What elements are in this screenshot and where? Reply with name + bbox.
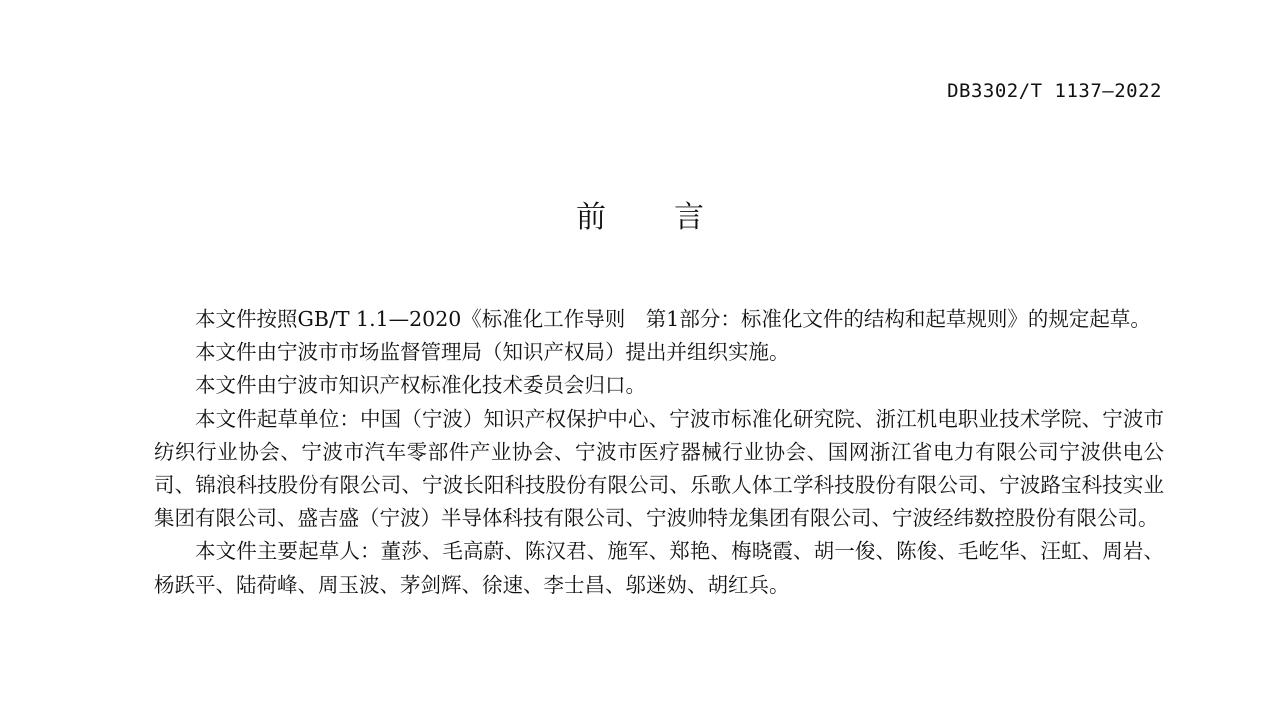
foreword-body xyxy=(154,303,1164,602)
paragraph-proposer: 本文件由宁波市市场监督管理局（知识产权局）提出并组织实施。 xyxy=(195,340,790,365)
title-char-1: 前 xyxy=(576,200,606,235)
paragraph-drafting-rules: 本文件按照GB/T 1.1—2020《标准化工作导则 第1部分：标准化文件的结构和起草规则》的规定起草。 xyxy=(195,307,1151,331)
paragraph-administrator: 本文件由宁波市知识产权标准化技术委员会归口。 xyxy=(195,373,646,398)
title-char-2: 言 xyxy=(674,200,704,235)
page-title xyxy=(0,196,1280,240)
paragraph-drafting-units: 本文件起草单位：中国（宁波）知识产权保护中心、宁波市标准化研究院、浙江机电职业技术学院、宁波市纺织行业协会、宁波市汽车零部件产业协会、宁波市医疗器械行业协会、国网浙江省电力有限公司宁波供电公司、锦浪科技股份有限公司、宁波长阳科技股份有限公司、乐歌人体工学科技股份有限公司、宁波路宝科技实业集团有限公司、盛吉盛（宁波）半导体科技有限公司、宁波帅特龙集团有限公司、宁波经纬数控股份有限公司。 xyxy=(154,406,1164,531)
standard-number: DB3302/T 1137—2022 xyxy=(947,80,1162,102)
paragraph-drafters: 本文件主要起草人：董莎、毛高蔚、陈汉君、施军、郑艳、梅晓霞、胡一俊、陈俊、毛屹华、汪虹、周岩、杨跃平、陆荷峰、周玉波、茅剑辉、徐速、李士昌、邬迷妫、胡红兵。 xyxy=(154,539,1164,597)
